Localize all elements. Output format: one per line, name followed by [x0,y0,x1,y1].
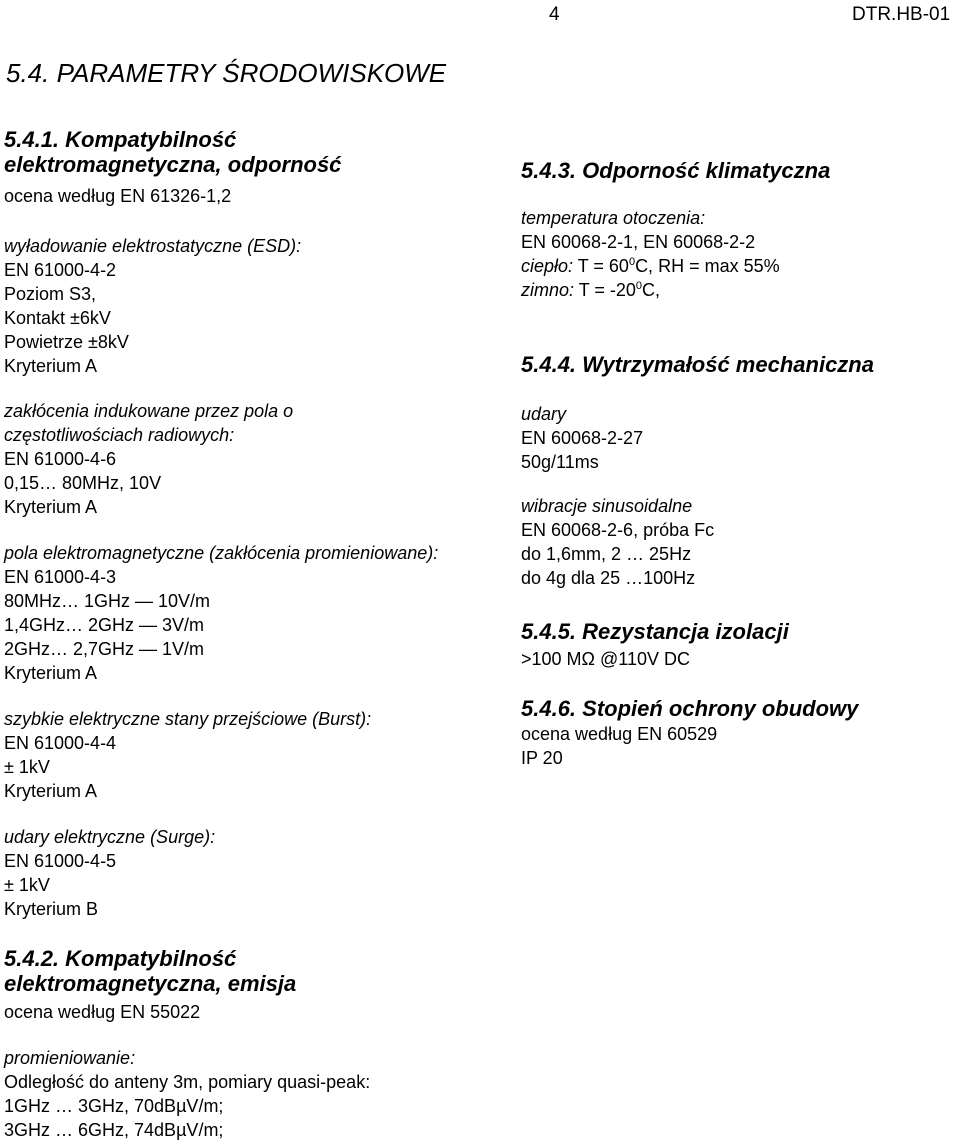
radiated-line: EN 61000-4-3 [4,567,117,587]
page-title: 5.4. PARAMETRY ŚRODOWISKOWE [6,58,447,88]
esd-line: EN 61000-4-2 [4,260,117,280]
burst-label: szybkie elektryczne stany przejściowe (Burst): [4,709,372,729]
shock-label: udary [521,404,567,424]
temperature-standard: EN 60068-2-1, EN 60068-2-2 [521,232,756,252]
protection-standard: ocena według EN 60529 [521,724,718,744]
radiated-line: 80MHz… 1GHz — 10V/m [4,591,211,611]
section-heading: 5.4.4. Wytrzymałość mechaniczna [521,352,874,377]
rf-line: Kryterium A [4,497,98,517]
vibration-label: wibracje sinusoidalne [521,496,693,516]
emission-line: 3GHz … 6GHz, 74dBµV/m; [4,1120,224,1140]
heat-row [521,254,780,278]
shock-line: 50g/11ms [521,452,599,472]
temperature-label: temperatura otoczenia: [521,208,706,228]
cold-label: zimno: [521,280,575,300]
heat-value: $T = 60^0C$, RH = max 55% [577,256,780,276]
esd-line: Kryterium A [4,356,98,376]
radiated-line: 2GHz… 2,7GHz — 1V/m [4,639,205,659]
surge-line: EN 61000-4-5 [4,851,117,871]
surge-label: udary elektryczne (Surge): [4,827,216,847]
vibration-line: do 4g dla 25 …100Hz [521,568,696,588]
esd-line: Kontakt ±6kV [4,308,111,328]
document-code: DTR.HB-01 [852,4,951,25]
rf-line: 0,15… 80MHz, 10V [4,473,162,493]
vibration-line: do 1,6mm, 2 … 25Hz [521,544,692,564]
surge-line: Kryterium B [4,899,99,919]
heat-label: ciepło: [521,256,574,276]
surge-line: ± 1kV [4,875,50,895]
esd-label: wyładowanie elektrostatyczne (ESD): [4,236,302,256]
radiated-line: Kryterium A [4,663,98,683]
radiated-line: 1,4GHz… 2GHz — 3V/m [4,615,205,635]
burst-line: EN 61000-4-4 [4,733,117,753]
cold-row [521,278,660,302]
esd-line: Poziom S3, [4,284,97,304]
emission-line: 1GHz … 3GHz, 70dBµV/m; [4,1096,224,1116]
page-number: 4 [549,4,560,25]
emission-label: promieniowanie: [4,1048,136,1068]
burst-line: Kryterium A [4,781,98,801]
vibration-line: EN 60068-2-6, próba Fc [521,520,715,540]
assessment-standard: ocena według EN 61326-1,2 [4,186,232,206]
section-heading: 5.4.6. Stopień ochrony obudowy [521,696,859,721]
esd-line: Powietrze ±8kV [4,332,129,352]
radiated-label: pola elektromagnetyczne (zakłócenia promieniowane): [4,543,439,563]
section-heading: 5.4.5. Rezystancja izolacji [521,619,789,644]
insulation-value: >100 MΩ @110V DC [521,649,690,669]
section-heading: 5.4.3. Odporność klimatyczna [521,158,831,183]
burst-line: ± 1kV [4,757,50,777]
shock-line: EN 60068-2-27 [521,428,644,448]
rf-label: częstotliwościach radiowych: [4,425,235,445]
cold-value: $T = -20^0C$, [578,280,661,300]
protection-rating: IP 20 [521,748,563,768]
rf-label: zakłócenia indukowane przez pola o [4,401,294,421]
rf-line: EN 61000-4-6 [4,449,117,469]
emission-line: Odległość do anteny 3m, pomiary quasi-peak: [4,1072,371,1092]
assessment-standard: ocena według EN 55022 [4,1002,201,1022]
